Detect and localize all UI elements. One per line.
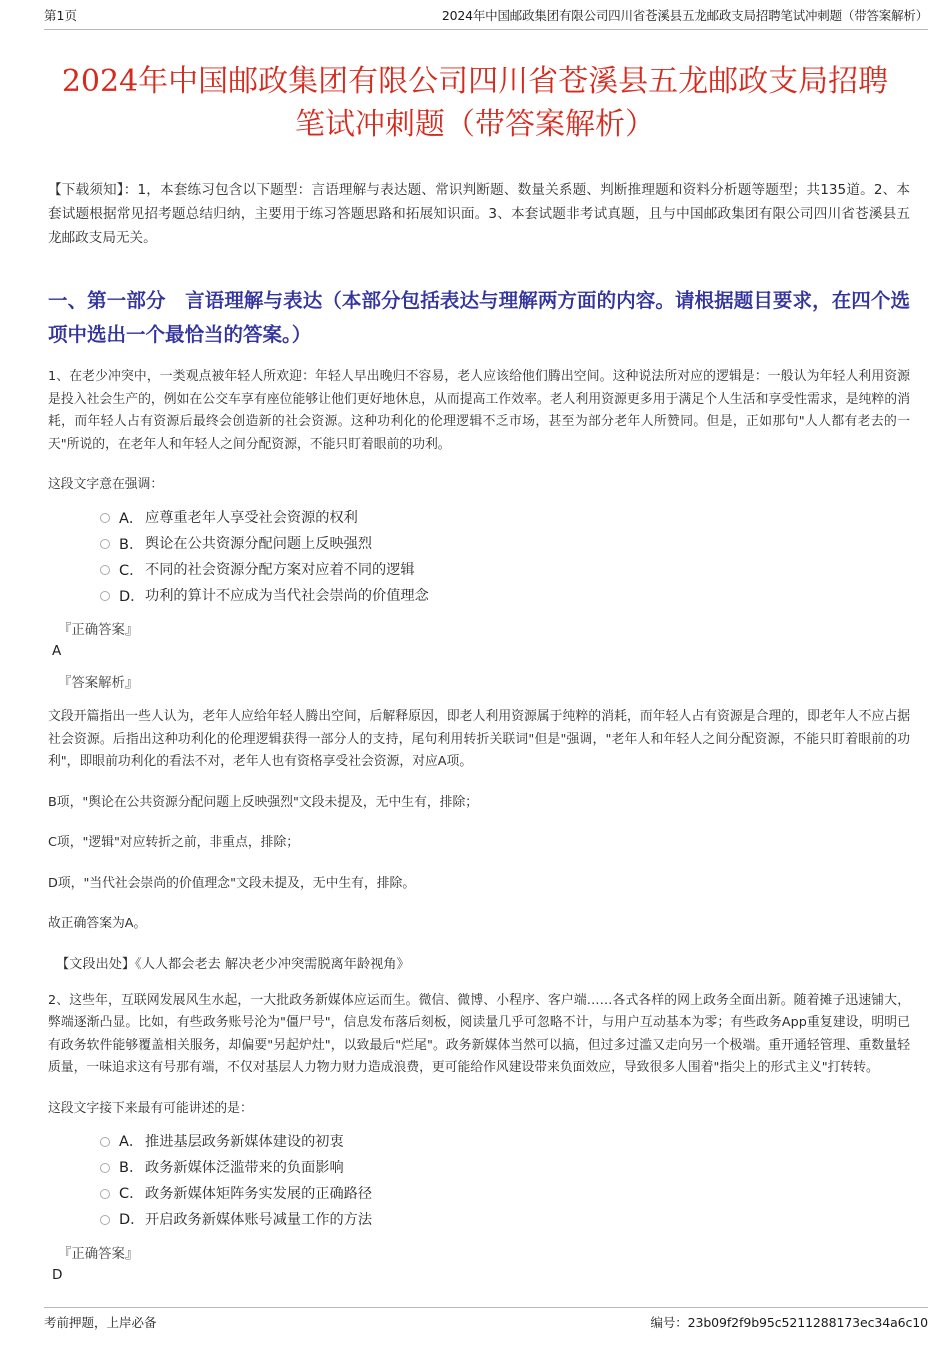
option-item[interactable] (100, 530, 910, 556)
running-header (44, 8, 928, 30)
source-citation: 【文段出处】《人人都会老去 解决老少冲突需脱离年龄视角》 (56, 956, 410, 972)
option-letter: A． (119, 510, 144, 527)
running-header-title: 2024年中国邮政集团有限公司四川省苍溪县五龙邮政支局招聘笔试冲刺题（带答案解析） (441, 8, 928, 23)
option-text: 舆论在公共资源分配问题上反映强烈 (145, 536, 373, 552)
option-item[interactable] (100, 1128, 910, 1154)
radio-button-icon[interactable] (100, 1189, 110, 1199)
option-item[interactable] (100, 1154, 910, 1180)
running-footer (44, 1307, 928, 1331)
question-block (48, 990, 910, 1285)
analysis-paragraph: 故正确答案为A。 (48, 916, 147, 931)
document-title-line-1: 2024年中国邮政集团有限公司四川省苍溪县五龙邮政支局招聘 (61, 64, 889, 100)
option-letter: B． (119, 1160, 144, 1176)
option-item[interactable] (100, 1206, 910, 1232)
option-letter: D． (119, 588, 145, 605)
analysis-paragraph: 文段开篇指出一些人认为，老年人应给年轻人腾出空间，后解释原因，即老人利用资源属于纯粹的消耗，而年轻人占有资源是合理的，即老年人不应占据社会资源。后指出这种功利化的伦理逻辑获得一部分人的支持，尾句利用转折关联词"但是"强调，"老年人和年轻人之间分配资源，不能只盯着眼前的功利"，即眼前功利化的看法不对，老年人也有资格享受社会资源，对应A项。 (48, 709, 910, 769)
footer-serial-value: 23b09f2f9b95c5211288173ec34a6c10 (687, 1315, 928, 1330)
correct-answer-label: 『正确答案』 (58, 1246, 139, 1262)
option-list (100, 504, 910, 608)
footer-serial (650, 1314, 928, 1331)
option-text: 政务新媒体泛滥带来的负面影响 (145, 1159, 344, 1176)
option-letter: A． (119, 1134, 144, 1150)
option-list (100, 1128, 910, 1232)
analysis-paragraph: B项，"舆论在公共资源分配问题上反映强烈"文段未提及，无中生有，排除； (48, 794, 479, 810)
question-body: 1、在老少冲突中，一类观点被年轻人所欢迎：年轻人早出晚归不容易，老人应该给他们腾出空间。这种说法所对应的逻辑是：一般认为年轻人利用资源是投入社会生产的，例如在公交车享有座位能够让他们更好地休息，从而提高工作效率。老人利用资源更多用于满足个人生活和享受性需求，是纯粹的消耗，而年轻人占有资源后最终会创造新的社会资源。这种功利化的伦理逻辑不乏市场，甚至为部分老年人所赞同。但是，正如那句"人人都有老去的一天"所说的，在老年人和年轻人之间分配资源，不能只盯着眼前的功利。 (48, 369, 910, 452)
page-number: 第1页 (44, 8, 77, 23)
radio-button-icon[interactable] (100, 1137, 110, 1147)
correct-answer-value: D (52, 1266, 63, 1283)
question-prompt: 这段文字意在强调： (48, 477, 164, 492)
option-letter: C． (119, 562, 144, 579)
option-text: 推进基层政务新媒体建设的初衷 (145, 1133, 344, 1150)
radio-button-icon[interactable] (100, 513, 110, 523)
option-item[interactable] (100, 556, 910, 582)
question-body: 2、这些年，互联网发展风生水起，一大批政务新媒体应运而生。微信、微博、小程序、客户端……各式各样的网上政务全面出新。随着摊子迅速铺大，弊端逐渐凸显。比如，有些政务账号沦为"僵尸号"，信息发布落后刻板，阅读量几乎可忽略不计，与用户互动基本为零；有些政务App重复建设，明明已有政务软件能够覆盖相关服务，却偏要"另起炉灶"，以致最后"烂尾"。政务新媒体当然可以搞，但过多过滥又走向另一个极端。重开通轻管理、重数量轻质量，一味追求这有号那有端，不仅对基层人力物力财力造成浪费，更可能给作风建设带来负面效应，导致很多人围着"指尖上的形式主义"打转转。 (48, 992, 910, 1075)
section-heading: 一、第一部分 言语理解与表达（本部分包括表达与理解两方面的内容。请根据题目要求，在四个选项中选出一个最恰当的答案。） (48, 289, 910, 346)
option-item[interactable] (100, 582, 910, 608)
option-letter: B． (119, 536, 144, 553)
analysis-paragraph: C项，"逻辑"对应转折之前，非重点，排除； (48, 835, 300, 850)
option-letter: D． (119, 1212, 145, 1228)
radio-button-icon[interactable] (100, 1215, 110, 1225)
download-notice: 【下载须知】：1，本套练习包含以下题型：言语理解与表达题、常识判断题、数量关系题、判断推理题和资料分析题等题型；共135道。2、本套试题根据常见招考题总结归纳，主要用于练习答题思路和拓展知识面。3、本套试题非考试真题，且与中国邮政集团有限公司四川省苍溪县五龙邮政支局无关。 (48, 182, 910, 246)
option-item[interactable] (100, 1180, 910, 1206)
option-text: 不同的社会资源分配方案对应着不同的逻辑 (145, 562, 415, 578)
question-block (48, 366, 910, 976)
option-letter: C． (119, 1186, 144, 1202)
option-text: 功利的算计不应成为当代社会崇尚的价值理念 (145, 588, 429, 604)
footer-serial-label: 编号： (650, 1315, 688, 1330)
document-body (48, 178, 910, 1285)
radio-button-icon[interactable] (100, 591, 110, 601)
option-item[interactable] (100, 504, 910, 530)
question-prompt: 这段文字接下来最有可能讲述的是： (48, 1100, 253, 1116)
option-text: 开启政务新媒体账号减量工作的方法 (145, 1211, 373, 1228)
document-title (55, 60, 895, 146)
radio-button-icon[interactable] (100, 539, 110, 549)
analysis-paragraph: D项，"当代社会崇尚的价值理念"文段未提及，无中生有，排除。 (48, 875, 416, 891)
option-text: 政务新媒体矩阵务实发展的正确路径 (145, 1185, 373, 1202)
footer-slogan: 考前押题，上岸必备 (44, 1315, 157, 1330)
correct-answer-value: A (52, 643, 62, 659)
answer-analysis-label: 『答案解析』 (58, 676, 139, 691)
radio-button-icon[interactable] (100, 565, 110, 575)
radio-button-icon[interactable] (100, 1163, 110, 1173)
document-title-line-2: 笔试冲刺题（带答案解析） (295, 107, 655, 143)
correct-answer-label: 『正确答案』 (58, 623, 139, 638)
option-text: 应尊重老年人享受社会资源的权利 (145, 510, 358, 526)
